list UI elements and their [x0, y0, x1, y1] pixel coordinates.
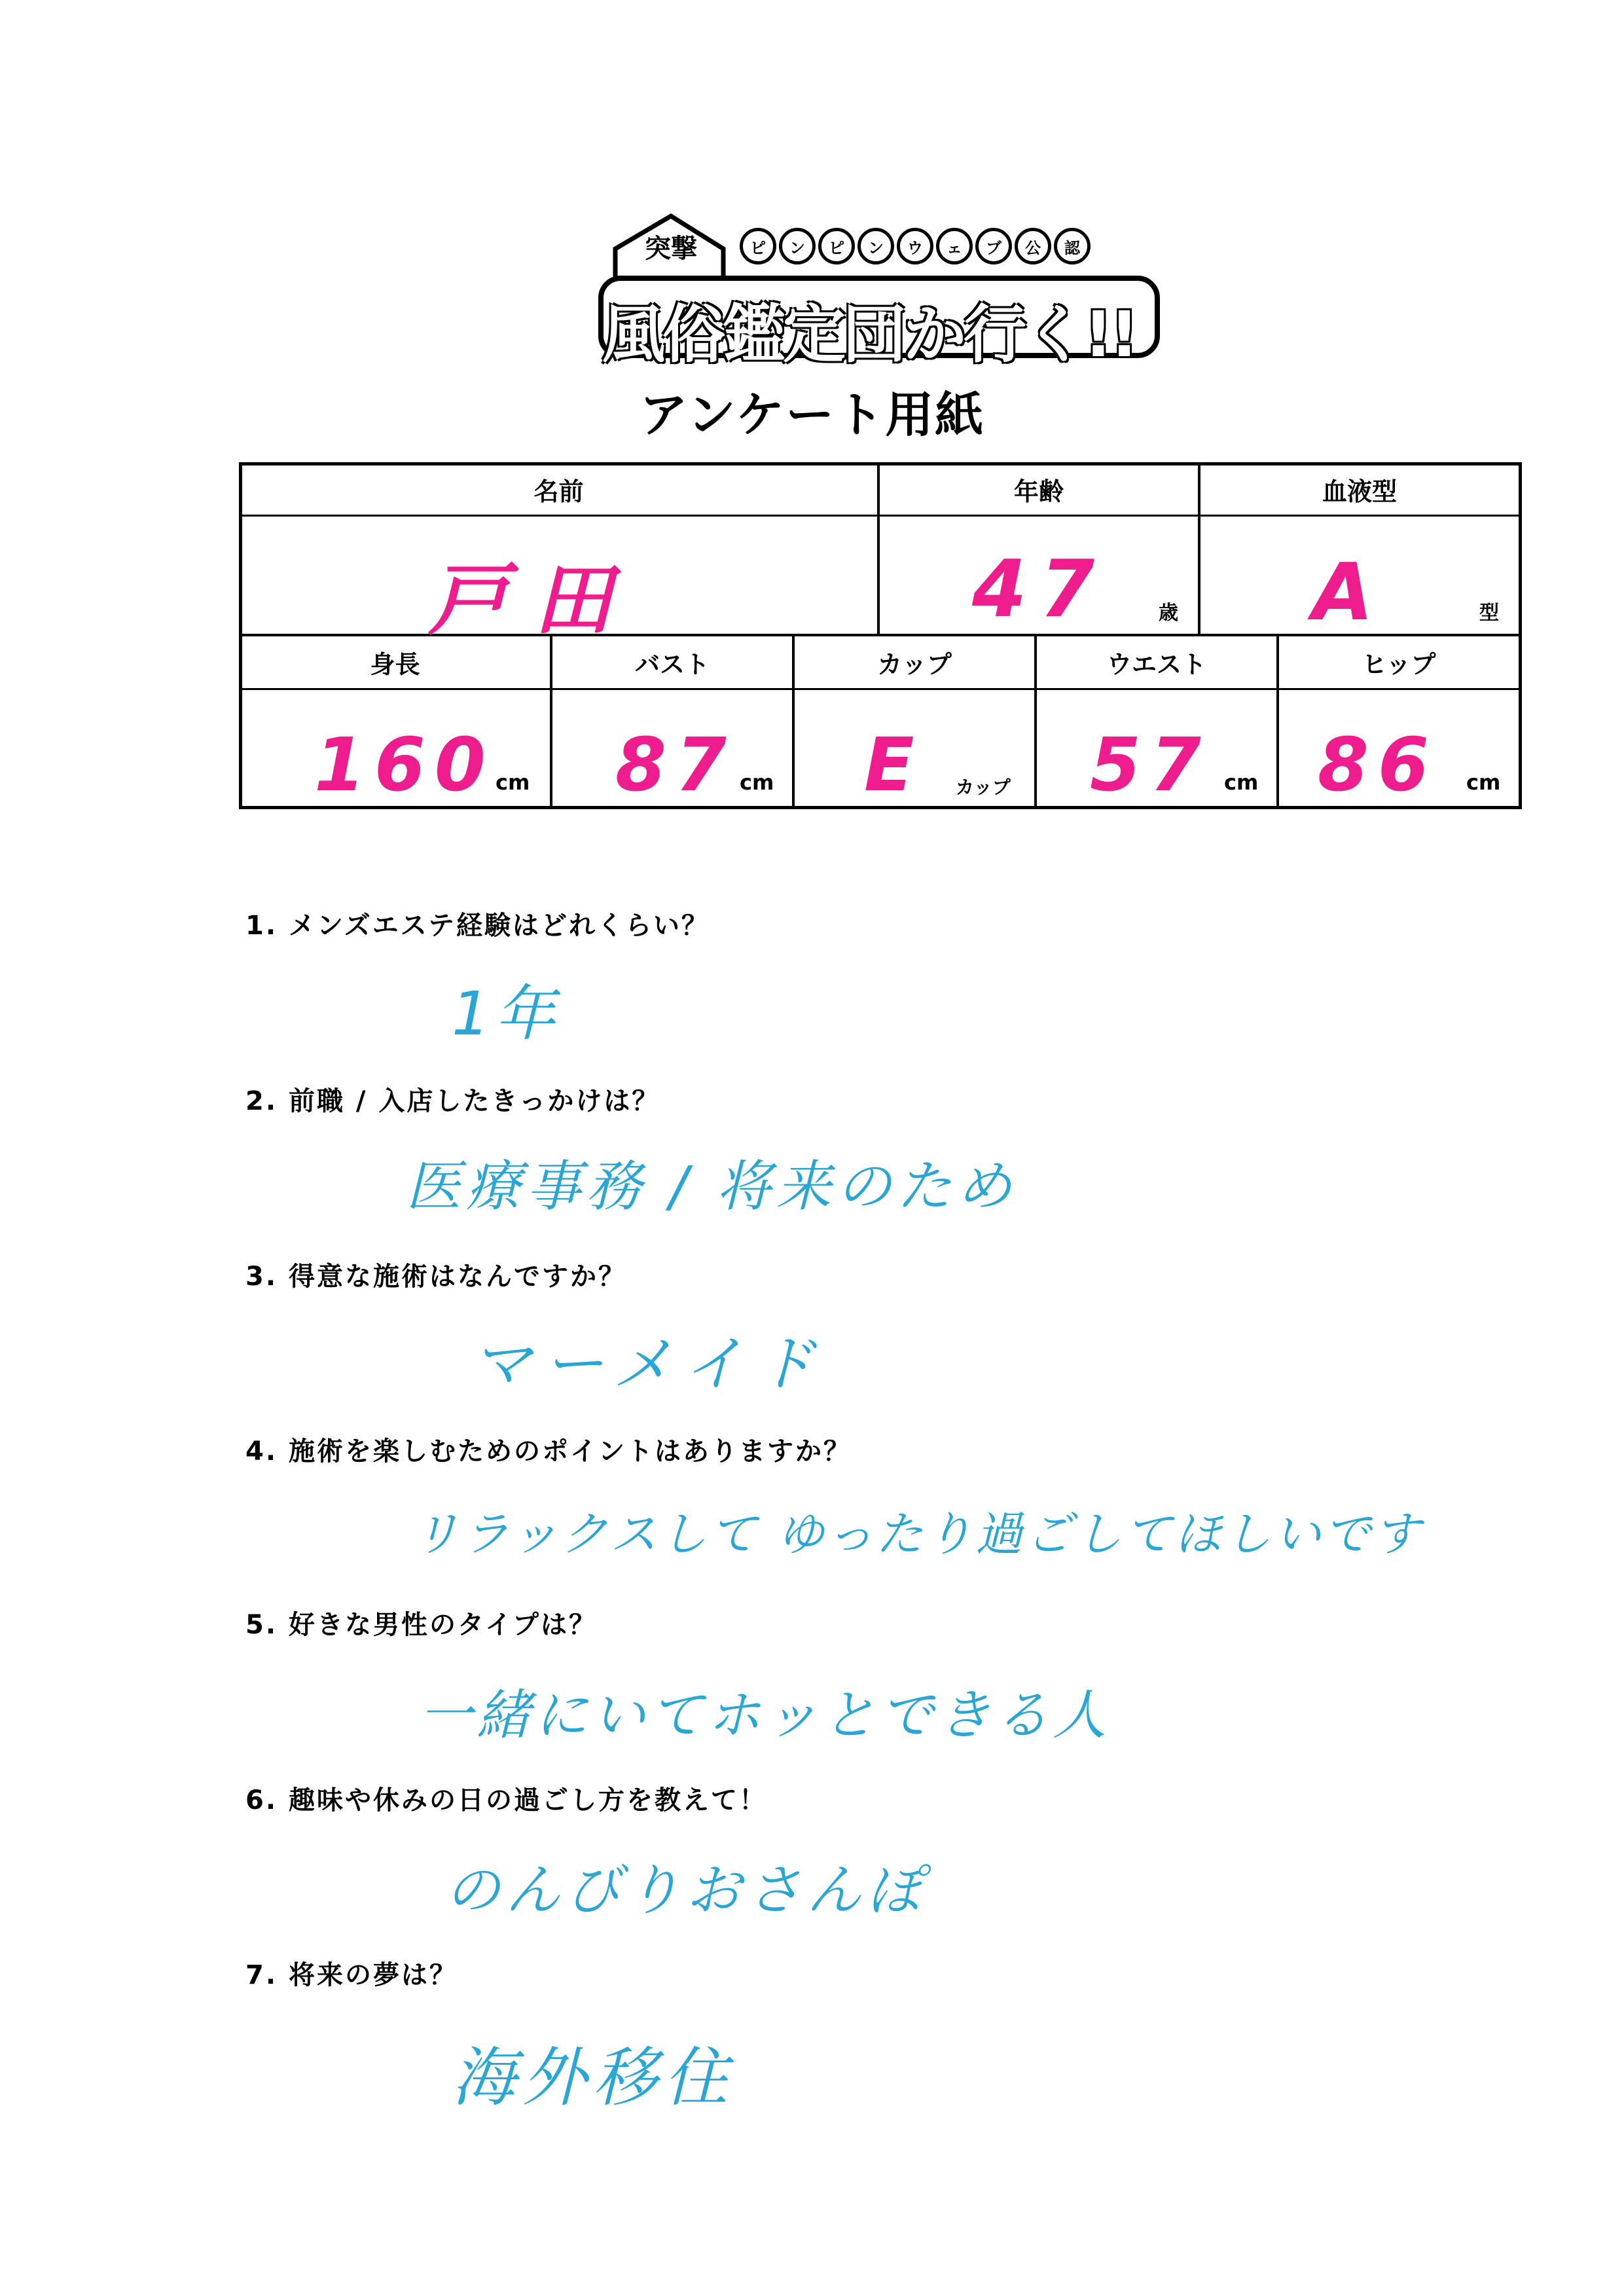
blood-type-value: A: [1312, 547, 1373, 638]
waist-unit: cm: [1224, 770, 1259, 795]
name-label: 名前: [533, 477, 584, 506]
question-3: 3. 得意な施術はなんですか？: [245, 1262, 626, 1292]
age-unit: 歳: [1159, 602, 1178, 625]
logo-title: [602, 285, 1136, 374]
cup-value: E: [864, 723, 914, 808]
cup-unit: カップ: [956, 776, 1011, 798]
logo-circle-char: 公: [1015, 228, 1051, 264]
logo-title-part3: か行く!!: [903, 298, 1136, 371]
logo-circle-char: ピ: [818, 228, 855, 264]
question-2: 2. 前職 / 入店したきっかけは？: [245, 1086, 660, 1116]
question-5: 5. 好きな男性のタイプは？: [245, 1610, 597, 1640]
hip-unit: cm: [1466, 770, 1501, 795]
hip-label: ヒップ: [1362, 649, 1436, 679]
answer-1: 1年: [452, 979, 561, 1049]
logo-subtitle-circles: [740, 228, 1091, 264]
name-value: 戸田: [429, 555, 638, 646]
hip-value: 86: [1318, 723, 1438, 808]
bust-unit: cm: [740, 770, 774, 795]
waist-value: 57: [1090, 723, 1210, 808]
answer-3: マーメイド: [471, 1329, 827, 1399]
bust-value: 87: [615, 723, 736, 808]
age-label: 年齢: [1013, 477, 1064, 506]
waist-label: ウエスト: [1106, 649, 1206, 679]
answer-2: 医療事務 / 将来のため: [406, 1154, 1017, 1218]
height-value: 160: [314, 723, 495, 808]
height-label: 身長: [370, 649, 420, 679]
cup-label: カップ: [877, 649, 952, 679]
bust-label: バスト: [634, 649, 710, 679]
age-value: 47: [972, 544, 1108, 635]
blood-type-unit: 型: [1479, 602, 1499, 625]
logo-circle-char: ェ: [936, 228, 973, 264]
form-title: アンケート用紙: [639, 387, 985, 443]
question-6: 6. 趣味や休みの日の過ごし方を教えて！: [245, 1785, 767, 1815]
question-4: 4. 施術を楽しむためのポイントはありますか？: [245, 1436, 852, 1467]
logo-circle-char: 認: [1054, 228, 1091, 264]
survey-logo: [589, 210, 1165, 371]
question-7: 7. 将来の夢は？: [245, 1960, 458, 1990]
question-1: 1. メンズエステ経験はどれくらい？: [245, 911, 710, 941]
logo-circle-char: ン: [857, 228, 894, 264]
logo-title-part2: 鑑定団: [723, 298, 903, 371]
logo-circle-char: ウ: [897, 228, 933, 264]
profile-table: [239, 462, 1522, 809]
logo-badge-text: 突撃: [645, 233, 697, 264]
answer-5: 一緒にいてホッとできる人: [419, 1685, 1110, 1747]
logo-circle-char: ピ: [740, 228, 776, 264]
logo-circle-char: ン: [779, 228, 816, 264]
answer-6: のんびりおさんぽ: [445, 1858, 928, 1922]
answer-4: リラックスして ゆったり過ごしてほしいです: [412, 1506, 1424, 1561]
answer-7: 海外移住: [452, 2041, 735, 2115]
blood-type-label: 血液型: [1322, 477, 1397, 506]
logo-circle-char: ブ: [975, 228, 1012, 264]
height-unit: cm: [496, 770, 530, 795]
logo-title-part1: 風俗: [602, 298, 723, 371]
